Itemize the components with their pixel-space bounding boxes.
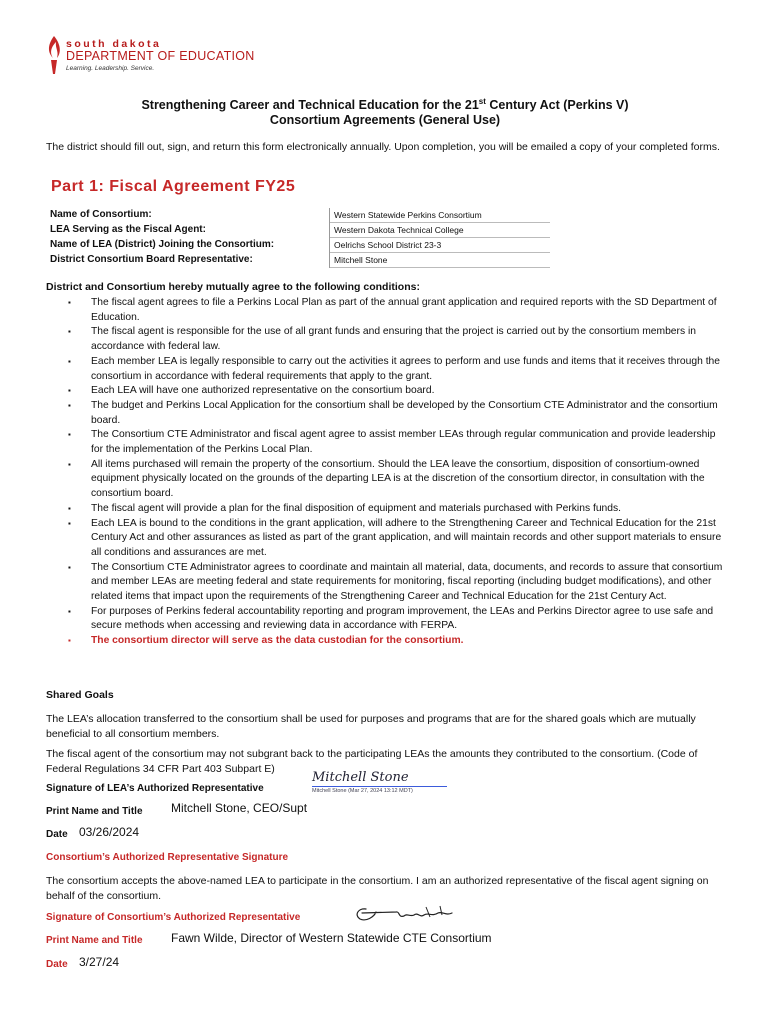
part1-heading: Part 1: Fiscal Agreement FY25 xyxy=(51,178,296,195)
bullet-icon: ▪ xyxy=(68,606,71,616)
bullet-icon: ▪ xyxy=(68,356,71,366)
lea-date-field[interactable]: 03/26/2024 xyxy=(79,825,140,839)
condition-item xyxy=(46,458,730,502)
info-row xyxy=(46,208,550,223)
bullet-icon: ▪ xyxy=(68,386,71,396)
bullet-icon: ▪ xyxy=(68,503,71,513)
condition-item xyxy=(46,355,730,384)
lea-date-label: Date xyxy=(46,829,68,840)
condition-item xyxy=(46,325,730,354)
document-title-line2: Consortium Agreements (General Use) xyxy=(269,113,501,127)
condition-item xyxy=(46,428,730,457)
lea-signature[interactable]: Mitchell Stone xyxy=(312,770,409,785)
condition-text: The fiscal agent is responsible for the use of all grant funds and ensuring that the project is carried out by the consortium members in accordance with federal law. xyxy=(91,326,696,353)
condition-text: The budget and Perkins Local Application for the consortium shall be developed by the Consortium CTE Administrator and the consortium board. xyxy=(91,399,718,426)
shared-goals-paragraph-2: The fiscal agent of the consortium may not subgrant back to the participating LEAs the amounts they contributed to the consortium. (Code of Federal Regulations 34 CFR Part 403 Subpart E) xyxy=(46,748,698,775)
bullet-icon: ▪ xyxy=(68,430,71,440)
consortium-print-name-field[interactable]: Fawn Wilde, Director of Western Statewide CTE Consortium xyxy=(171,931,492,945)
condition-text: The fiscal agent will provide a plan for the final disposition of equipment and materials purchased with Perkins funds. xyxy=(91,502,622,514)
lea-print-name-field[interactable]: Mitchell Stone, CEO/Supt xyxy=(171,801,308,815)
shared-goals-paragraph-1: The LEA’s allocation transferred to the consortium shall be used for purposes and programs that are for the shared goals which are mutually beneficial to all consortium members. xyxy=(46,713,696,740)
lea-signature-stamp: Mitchell Stone (Mar 27, 2024 13:12 MDT) xyxy=(312,786,447,794)
consortium-signature-label: Signature of Consortium’s Authorized Representative xyxy=(46,912,301,923)
sd-doe-logo xyxy=(44,34,284,78)
info-label: LEA Serving as the Fiscal Agent: xyxy=(46,223,330,238)
condition-text: The fiscal agent agrees to file a Perkins Local Plan as part of the annual grant application and required reports with the SD Department of Education. xyxy=(91,297,717,323)
logo-org-line1: south dakota xyxy=(66,38,162,50)
bullet-icon: ▪ xyxy=(68,562,71,572)
consortium-acceptance-text: The consortium accepts the above-named LEA to participate in the consortium. I am an authorized representative of the fiscal agent signing on behalf of the consortium. xyxy=(46,875,709,902)
intro-paragraph: The district should fill out, sign, and return this form electronically annually. Upon completion, you will be emailed a copy of your completed forms. xyxy=(46,141,720,153)
bullet-icon: ▪ xyxy=(68,400,71,410)
condition-text: The Consortium CTE Administrator agrees to coordinate and maintain all material, data, documents, and records to assure that consortium and member LEAs are meeting federal and state requirements for monitoring, fiscal reporting (including budget modifications), and other related items that impact upon the requirements of the Strengthening Career and Technical Education for the 21st Century Act. xyxy=(91,561,723,603)
logo-org-line2: DEPARTMENT OF EDUCATION xyxy=(66,49,255,63)
bullet-icon: ▪ xyxy=(68,636,71,646)
info-row xyxy=(46,253,550,268)
shared-goals-heading: Shared Goals xyxy=(46,689,114,701)
info-row xyxy=(46,238,550,253)
info-value-field[interactable]: Western Statewide Perkins Consortium xyxy=(330,208,551,223)
condition-item xyxy=(46,517,730,561)
conditions-list xyxy=(46,296,730,649)
condition-text: Each LEA is bound to the conditions in the grant application, will adhere to the Strengthening Career and Technical Education for the 21st Century Act and other assurances as listed as part of the grant application, and will maintain records and other support materials to ensure all conditions and assurances are met. xyxy=(91,517,722,558)
bullet-icon: ▪ xyxy=(68,459,71,469)
title-superscript: st xyxy=(478,97,486,106)
title-text-end: Century Act (Perkins V) xyxy=(485,98,629,113)
condition-item xyxy=(46,634,730,649)
info-value-field[interactable]: Oelrichs School District 23-3 xyxy=(330,238,551,253)
info-label: District Consortium Board Representative: xyxy=(46,253,330,268)
bullet-icon: ▪ xyxy=(68,518,71,528)
title-text: Strengthening Career and Technical Education for the 21 xyxy=(141,98,479,113)
condition-item xyxy=(46,296,730,325)
consortium-print-name-label: Print Name and Title xyxy=(46,935,143,946)
condition-item xyxy=(46,502,730,517)
consortium-info-table xyxy=(46,208,550,268)
consortium-date-label: Date xyxy=(46,959,68,970)
info-value-field[interactable]: Western Dakota Technical College xyxy=(330,223,551,238)
logo-tagline: Learning. Leadership. Service. xyxy=(66,65,155,72)
condition-text: Each LEA will have one authorized representative on the consortium board. xyxy=(91,385,435,397)
info-label: Name of LEA (District) Joining the Consortium: xyxy=(46,238,330,253)
torch-flame-icon xyxy=(44,34,64,76)
conditions-heading: District and Consortium hereby mutually agree to the following conditions: xyxy=(46,281,420,293)
info-value-field[interactable]: Mitchell Stone xyxy=(330,253,551,268)
condition-text: For purposes of Perkins federal accountability reporting and program improvement, the LEAs and Perkins Director agree to use safe and secure methods when accessing and reviewing data in accordance with FERPA. xyxy=(91,605,714,632)
info-label: Name of Consortium: xyxy=(46,208,330,223)
consortium-date-field[interactable]: 3/27/24 xyxy=(79,955,120,969)
bullet-icon: ▪ xyxy=(68,327,71,337)
condition-item xyxy=(46,605,730,634)
condition-item xyxy=(46,561,730,605)
condition-text: The Consortium CTE Administrator and fiscal agent agree to assist member LEAs through regular communication and provide leadership for the implementation of the Perkins Local Plan. xyxy=(91,429,716,456)
condition-text: The consortium director will serve as the data custodian for the consortium. xyxy=(91,635,464,647)
lea-print-name-label: Print Name and Title xyxy=(46,806,143,817)
condition-text: All items purchased will remain the property of the consortium. Should the LEA leave the consortium, disposition of consortium-owned equipment physically located on the grounds of the departing LEA is at the discretion of the consortium director, in consultation with the consortium board. xyxy=(91,458,705,500)
bullet-icon: ▪ xyxy=(68,298,71,307)
condition-item xyxy=(46,399,730,428)
info-row xyxy=(46,223,550,238)
consortium-signature-heading: Consortium’s Authorized Representative Signature xyxy=(46,852,289,863)
lea-signature-label: Signature of LEA’s Authorized Representative xyxy=(46,783,264,794)
condition-text: Each member LEA is legally responsible to carry out the activities it agrees to perform and use funds and items that it receives through the consortium in accordance with federal requirements that apply to the grant. xyxy=(91,355,721,382)
consortium-signature[interactable] xyxy=(352,903,456,925)
condition-item xyxy=(46,384,730,399)
